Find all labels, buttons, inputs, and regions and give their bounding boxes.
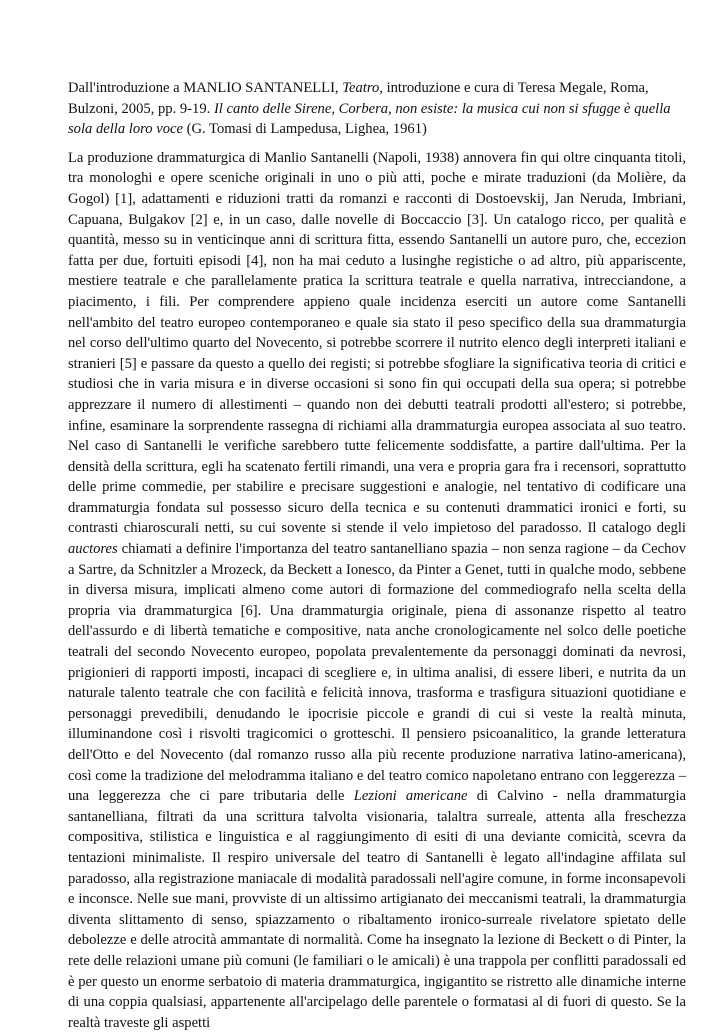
body-italic-lezioni: Lezioni americane (353, 788, 468, 805)
body-text-2: chiamati a definire l'importanza del teatro santanelliano spazia – non senza ragione – da Cechov a Sartre, da Schnitzler a Mrozeck, da Beckett a Ionesco, da Pinter a Genet, tutti in qualche modo, sebbene in diversa misura, implicati almeno come autori di formazione del commediografo nella scelta della propria via drammaturgica [6]. Una drammaturgia originale, piena di assonanze rispetto al teatro dell'assurdo e di libertà tematiche e compositive, nata anche cronologicamente nel solco delle poetiche teatrali del secondo Novecento europeo, popolata prevalentemente da personaggi dominati da nevrosi, prigionieri di rapporti imposti, incapaci di scegliere e, in ultima analisi, di essere liberi, e nutrita da un naturale talento teatrale che con facilità e felicità innova, trasforma e trasfigura situazioni quotidiane e personaggi prevedibili, denudando le ipocrisie piccole e grandi di cui si veste la realtà minuta, illuminandone così i risvolti tragicomici o grotteschi. Il pensiero psicoanalitico, la grande letteratura dell'Otto e del Novecento (dal romanzo russo alla più recente produzione narrativa latino-americana), così come la tradizione del melodramma italiano e del teatro comico napoletano entrano con leggerezza – una leggerezza che ci pare tributaria delle (68, 541, 686, 805)
intro-text-1: Dall'introduzione a MANLIO SANTANELLI, (68, 80, 343, 96)
intro-epigraph-italic: Il canto delle Sirene, Corbera, non esiste: la musica cui non si sfugge è quella sola della loro voce (68, 100, 671, 138)
body-text-1: La produzione drammaturgica di Manlio Santanelli (Napoli, 1938) annovera fin qui oltre cinquanta titoli, tra monologhi e opere sceniche originali in uno o più atti, poche e mirate traduzioni (da Molière, da Gogol) [1], adattamenti e riduzioni tratti da romanzi e racconti di Dostoevskij, Jan Neruda, Imbriani, Capuana, Bulgakov [2] e, in un caso, dalle novelle di Boccaccio [3]. Un catalogo ricco, per qualità e quantità, messo su in venticinque anni di scrittura fitta, essendo Santanelli un autore puro, che, eccezion fatta per due, fortuiti episodi [4], non ha mai ceduto a lusinghe registiche o ad altro, più appariscente, mestiere teatrale e che parallelamente pratica la scrittura teatrale e quella narrativa, intrecciandone, a piacimento, i fili. Per comprendere appieno quale incidenza eserciti un autore come Santanelli nell'ambito del teatro europeo contemporaneo e quale sia stato il peso specifico della sua drammaturgia nel corso dell'ultimo quarto del Novecento, si potrebbe scorrere il nutrito elenco degli interpreti italiani e stranieri [5] e passare da questo a quello dei registi; si potrebbe sfogliare la significativa teoria di critici e studiosi che in varia misura e in diverse occasioni si sono fin qui occupati della sua opera; si potrebbe apprezzare il numero di allestimenti – quando non dei debutti teatrali prodotti all'estero; si potrebbe, infine, esaminare la sorprendente rassegna di richiami alla drammaturgia europea associata al suo teatro. Nel caso di Santanelli le verifiche sarebbero tutte felicemente soddisfatte, a partire dall'ultima. Per la densità della scrittura, egli ha scatenato fertili rimandi, una vera e propria gara fra i recensori, soprattutto delle prime commedie, per stabilire e precisare suggestioni e analogie, nel tentativo di codificare una drammaturgia fondata sul possesso sicuro della tecnica e su contenuti drammatici ironici e forti, su contrasti chiaroscurali netti, su cui sovente si stende il velo impietoso del paradosso. Il catalogo degli (68, 149, 686, 537)
body-italic-auctores: auctores (68, 541, 118, 558)
intro-title-italic: Teatro (342, 80, 380, 96)
body-text-3: di Calvino - nella drammaturgia santanelliana, filtrati da una scrittura talvolta visionaria, talaltra surreale, attenta alla freschezza compositiva, stilistica e linguistica e al raggiungimento di esiti di una deviante comicità, scevra da tentazioni minimaliste. Il respiro universale del teatro di Santanelli è legato all'indagine affilata sul paradosso, alla registrazione maniacale di modalità paradossali nell'agire comune, in forme inconsapevoli e inconsce. Nelle sue mani, provviste di un altissimo artigianato dei meccanismi teatrali, la drammaturgia diventa slittamento di senso, spiazzamento o ribaltamento ironico-surreale rivelatore spietato delle debolezze e delle atrocità ammantate di normalità. Come ha insegnato la lezione di Beckett o di Pinter, la rete delle relazioni umane più comuni (le familiari o le amicali) è una trappola per conflitti paradossali ed è per questo un enorme serbatoio di materia drammaturgica, ingigantito se ristretto alle dinamiche interne di una coppia qualsiasi, appartenente all'arcipelago delle parentele o formatasi al di fuori di questo. Se la realtà traveste gli aspetti (68, 788, 686, 1031)
body-paragraph (68, 148, 686, 1033)
intro-text-3: (G. Tomasi di Lampedusa, Lighea, 1961) (182, 121, 427, 138)
intro-citation (68, 78, 686, 140)
intro-text-2: , introduzione e cura di Teresa Megale, Roma, Bulzoni, 2005, pp. 9-19. (68, 80, 649, 117)
